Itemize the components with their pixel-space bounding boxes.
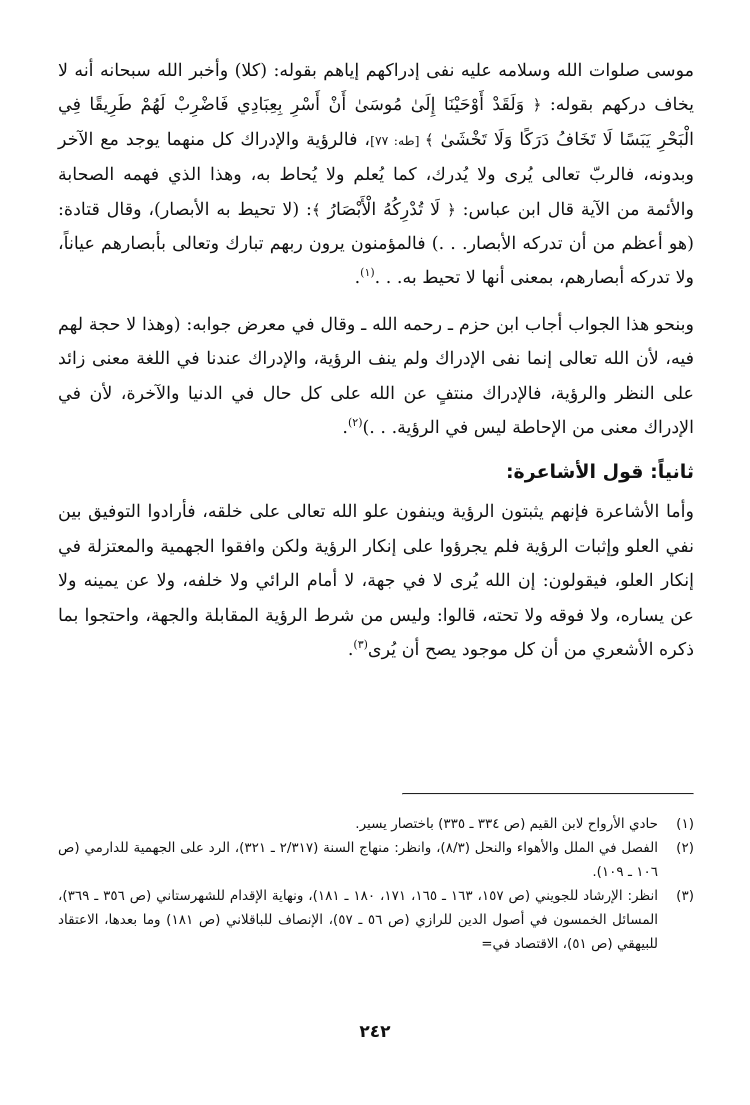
quran-verse: وَلَقَدْ أَوْحَيْنَا إِلَىٰ مُوسَىٰ أَنْ أَسْرِ بِعِبَادِي فَاضْرِبْ لَهُمْ طَرِيقًا فِي الْبَحْرِ يَبَسًا لَا تَخَافُ دَرَكًا وَلَا تَخْشَىٰ <box>58 95 694 150</box>
footnote-ref: (١) <box>360 266 375 280</box>
text-run: . <box>354 268 361 289</box>
footnote-ref: (٢) <box>347 416 363 430</box>
quran-verse: لَا تُدْرِكُهُ الْأَبْصَارُ <box>320 199 447 220</box>
footnote-separator <box>402 793 694 795</box>
quran-bracket: ﴾ <box>311 200 321 219</box>
paragraph-3-end: . <box>347 640 354 661</box>
footnote-text: الفصل في الملل والأهواء والنحل (٨/٣)، وانظر: منهاج السنة (٢/٣١٧ ـ ٣٢١)، الرد على الجهمية للدارمي (ص ١٠٦ ـ ١٠٩). <box>58 840 658 880</box>
verse-reference: [طه: ٧٧] <box>370 132 425 148</box>
text-run: ، فالرؤية والإدراك كل منهما يوجد مع الآخر وبدونه، فالربّ تعالى يُرى ولا يُدرك، كما يُعلم ولا يُحاط به، وهذا الذي فهمه الصحابة والأئمة من الآية قال ابن عباس: <box>58 129 694 220</box>
footnote-number: (٢) <box>676 840 694 856</box>
text-run: . <box>342 418 348 439</box>
text-run: موسى صلوات الله وسلامه عليه نفى إدراكهم إياهم بقوله: (كلا) وأخبر الله سبحانه أنه لا يخاف دركهم بقوله: <box>58 61 694 116</box>
paragraph-3-text: وأما الأشاعرة فإنهم يثبتون الرؤية وينفون علو الله تعالى على خلقه، فأرادوا التوفيق بين نفي العلو وإثبات الرؤية فلم يجرؤوا على إنكار الرؤية ولكن وافقوا الجهمية والمعتزلة في إنكار العلو، فيقولون: إن الله يُرى لا في جهة، لا أمام الرائي ولا خلفه، ولا عن يمينه ولا عن يساره، ولا فوقه ولا تحته، قالوا: وليس من شرط الرؤية المقابلة والجهة، واحتجوا بما ذكره الأشعري من أن كل موجود يصح أن يُرى <box>58 502 694 661</box>
text-run: : (لا تحيط به الأبصار)، وقال قتادة: (هو أعظم من أن تدركه الأبصار. . .) فالمؤمنون يرون ربهم تبارك وتعالى بأبصارهم عياناً، ولا تدركه أبصارهم، بمعنى أنها لا تحيط به. . . <box>58 199 694 289</box>
footnote-3 <box>58 884 694 956</box>
footnote-area <box>58 0 694 1105</box>
quran-bracket: ﴾ <box>424 130 434 149</box>
quran-bracket: ﴿ <box>532 96 542 115</box>
footnote-number: (١) <box>676 816 694 832</box>
quran-bracket: ﴿ <box>446 200 456 219</box>
footnote-number: (٣) <box>676 888 694 904</box>
section-heading: ثانياً: قول الأشاعرة: <box>505 461 694 484</box>
footnote-2 <box>58 836 694 884</box>
footnote-text: انظر: الإرشاد للجويني (ص ١٥٧، ١٦٣ ـ ١٦٥، ١٧١، ١٨٠ ـ ١٨١)، ونهاية الإقدام للشهرستاني (ص ٣٥٦ ـ ٣٦٩)، المسائل الخمسون في أصول الدين للرازي (ص ٥٦ ـ ٥٧)، الإنصاف للباقلاني (ص ١٨١) وما بعدها، الاعتقاد للبيهقي (ص ٥١)، الاقتصاد في= <box>58 888 659 952</box>
footnote-text: حادي الأرواح لابن القيم (ص ٣٣٤ ـ ٣٣٥) باختصار يسير. <box>355 816 658 832</box>
footnote-1 <box>58 812 694 836</box>
footnote-ref-3: (٣) <box>353 638 368 652</box>
page-number: ٢٤٢ <box>359 1022 391 1042</box>
text-run: وبنحو هذا الجواب أجاب ابن حزم ـ رحمه الله ـ وقال في معرض جوابه: (وهذا لا حجة لهم فيه، لأن الله تعالى إنما نفى الإدراك ولم ينف الرؤية، والإدراك عندنا في اللغة معنى زائد على النظر والرؤية، فالإدراك منتفٍ عن الله على كل حال في الدنيا والآخرة، لأن في الإدراك معنى من الإحاطة ليس في الرؤية. . .) <box>58 314 694 439</box>
footnotes <box>58 812 694 956</box>
